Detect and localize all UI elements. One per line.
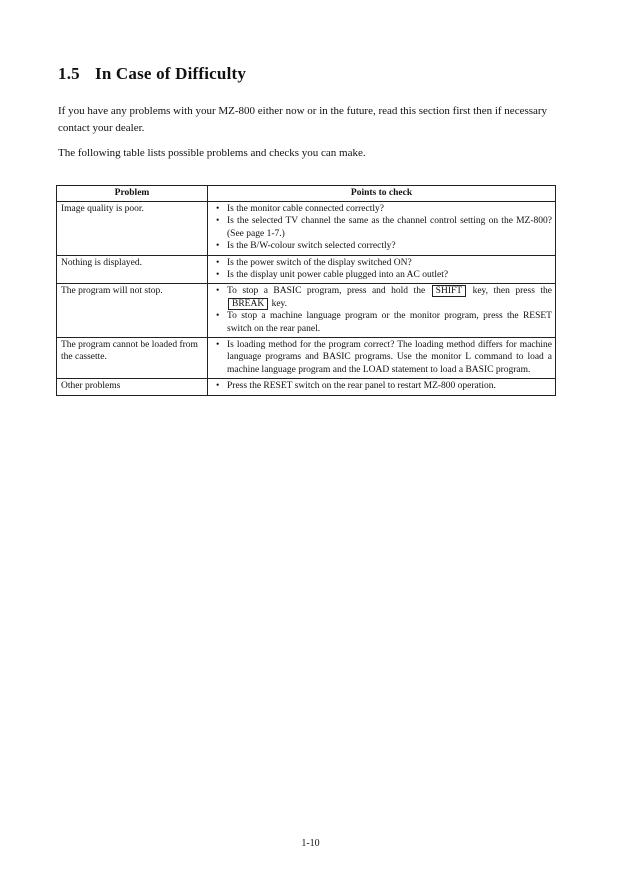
check-point: • Is loading method for the program correct? The loading method differs for machine language programs and BASIC programs. Use the monitor L command to load a machine language program and the LOAD statement to load a BASIC program. <box>216 339 552 376</box>
header-problem: Problem <box>57 186 208 202</box>
section-number: 1.5 <box>58 64 80 83</box>
check-point: • Is the B/W-colour switch selected correctly? <box>216 240 552 252</box>
table-row <box>57 379 556 395</box>
check-point <box>216 285 552 310</box>
check-point-text: key. <box>271 298 288 309</box>
page-number: 1-10 <box>301 838 320 849</box>
check-point: • Is the power switch of the display switched ON? <box>216 257 552 269</box>
break-key-label: BREAK <box>228 298 268 310</box>
points-cell <box>208 338 556 379</box>
intro-paragraph: If you have any problems with your MZ-800 either now or in the future, read this section first then if necessary contact your dealer. <box>58 105 548 134</box>
check-point: • Is the display unit power cable plugged into an AC outlet? <box>216 269 552 281</box>
points-cell <box>208 202 556 256</box>
problem-cell: Nothing is displayed. <box>57 255 208 284</box>
points-cell <box>208 379 556 395</box>
shift-key-label: SHIFT <box>432 285 466 297</box>
points-cell <box>208 255 556 284</box>
table-row <box>57 202 556 256</box>
problem-cell: Image quality is poor. <box>57 202 208 256</box>
check-point: • To stop a machine language program or the monitor program, press the RESET switch on the rear panel. <box>216 310 552 335</box>
troubleshooting-table <box>56 185 556 396</box>
check-point: • Is the selected TV channel the same as the channel control setting on the MZ-800? (See page 1-7.) <box>216 215 552 240</box>
table-row <box>57 284 556 338</box>
header-points: Points to check <box>208 186 556 202</box>
check-point-text: key, then press the <box>472 286 553 297</box>
section-title: In Case of Difficulty <box>95 64 247 83</box>
check-point: • Is the monitor cable connected correctly? <box>216 203 552 215</box>
section-heading <box>58 64 246 84</box>
problem-cell: The program cannot be loaded from the cassette. <box>57 338 208 379</box>
table-header-row <box>57 186 556 202</box>
points-cell <box>208 284 556 338</box>
table-row <box>57 255 556 284</box>
problem-cell: Other problems <box>57 379 208 395</box>
table-row <box>57 338 556 379</box>
lead-paragraph: The following table lists possible problems and checks you can make. <box>58 147 366 159</box>
check-point-text: To stop a BASIC program, press and hold the <box>227 286 426 297</box>
check-point: • Press the RESET switch on the rear panel to restart MZ-800 operation. <box>216 380 552 392</box>
problem-cell: The program will not stop. <box>57 284 208 338</box>
